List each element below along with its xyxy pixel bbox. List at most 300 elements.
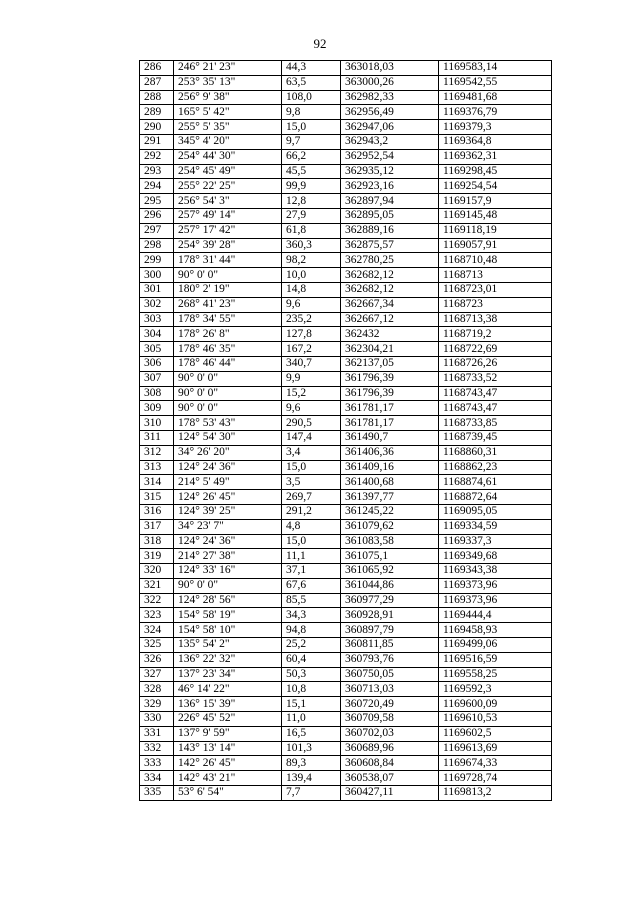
x-coordinate-cell: 360897,79 xyxy=(341,623,439,638)
table-row xyxy=(140,386,552,401)
length-cell: 360,3 xyxy=(282,238,341,253)
x-coordinate-cell: 361796,39 xyxy=(341,386,439,401)
point-number-cell: 292 xyxy=(140,149,174,164)
direction-angle-cell: 53° 6' 54" xyxy=(174,786,282,801)
x-coordinate-cell: 362923,16 xyxy=(341,179,439,194)
x-coordinate-cell: 361781,17 xyxy=(341,416,439,431)
point-number-cell: 308 xyxy=(140,386,174,401)
length-cell: 15,2 xyxy=(282,386,341,401)
length-cell: 9,9 xyxy=(282,371,341,386)
y-coordinate-cell: 1169057,91 xyxy=(439,238,552,253)
direction-angle-cell: 137° 9' 59" xyxy=(174,726,282,741)
y-coordinate-cell: 1169343,38 xyxy=(439,564,552,579)
direction-angle-cell: 136° 22' 32" xyxy=(174,652,282,667)
page-number: 92 xyxy=(313,36,327,51)
point-number-cell: 332 xyxy=(140,741,174,756)
length-cell: 291,2 xyxy=(282,504,341,519)
y-coordinate-cell: 1168713 xyxy=(439,268,552,283)
direction-angle-cell: 124° 26' 45" xyxy=(174,490,282,505)
table-row xyxy=(140,504,552,519)
y-coordinate-cell: 1168743,47 xyxy=(439,386,552,401)
table-row xyxy=(140,490,552,505)
x-coordinate-cell: 362304,21 xyxy=(341,342,439,357)
direction-angle-cell: 255° 5' 35" xyxy=(174,120,282,135)
y-coordinate-cell: 1169362,31 xyxy=(439,149,552,164)
length-cell: 89,3 xyxy=(282,756,341,771)
point-number-cell: 301 xyxy=(140,282,174,297)
x-coordinate-cell: 361079,62 xyxy=(341,519,439,534)
length-cell: 9,8 xyxy=(282,105,341,120)
direction-angle-cell: 135° 54' 2" xyxy=(174,638,282,653)
y-coordinate-cell: 1169458,93 xyxy=(439,623,552,638)
y-coordinate-cell: 1169610,53 xyxy=(439,712,552,727)
x-coordinate-cell: 360608,84 xyxy=(341,756,439,771)
length-cell: 108,0 xyxy=(282,90,341,105)
point-number-cell: 289 xyxy=(140,105,174,120)
x-coordinate-cell: 360750,05 xyxy=(341,667,439,682)
point-number-cell: 290 xyxy=(140,120,174,135)
x-coordinate-cell: 361409,16 xyxy=(341,460,439,475)
point-number-cell: 287 xyxy=(140,75,174,90)
y-coordinate-cell: 1168739,45 xyxy=(439,430,552,445)
x-coordinate-cell: 362667,12 xyxy=(341,312,439,327)
y-coordinate-cell: 1169600,09 xyxy=(439,697,552,712)
table-row xyxy=(140,534,552,549)
length-cell: 9,7 xyxy=(282,134,341,149)
y-coordinate-cell: 1169118,19 xyxy=(439,223,552,238)
point-number-cell: 296 xyxy=(140,208,174,223)
table-row xyxy=(140,623,552,638)
point-number-cell: 304 xyxy=(140,327,174,342)
y-coordinate-cell: 1169674,33 xyxy=(439,756,552,771)
x-coordinate-cell: 362935,12 xyxy=(341,164,439,179)
direction-angle-cell: 90° 0' 0" xyxy=(174,386,282,401)
direction-angle-cell: 90° 0' 0" xyxy=(174,401,282,416)
y-coordinate-cell: 1169499,06 xyxy=(439,638,552,653)
table-row xyxy=(140,75,552,90)
x-coordinate-cell: 360977,29 xyxy=(341,593,439,608)
y-coordinate-cell: 1169444,4 xyxy=(439,608,552,623)
x-coordinate-cell: 361400,68 xyxy=(341,475,439,490)
x-coordinate-cell: 362137,05 xyxy=(341,356,439,371)
length-cell: 85,5 xyxy=(282,593,341,608)
y-coordinate-cell: 1168710,48 xyxy=(439,253,552,268)
length-cell: 9,6 xyxy=(282,297,341,312)
table-row xyxy=(140,682,552,697)
table-row xyxy=(140,194,552,209)
table-row xyxy=(140,771,552,786)
length-cell: 9,6 xyxy=(282,401,341,416)
y-coordinate-cell: 1169364,8 xyxy=(439,134,552,149)
length-cell: 25,2 xyxy=(282,638,341,653)
point-number-cell: 316 xyxy=(140,504,174,519)
table-row xyxy=(140,105,552,120)
point-number-cell: 286 xyxy=(140,61,174,76)
table-row xyxy=(140,223,552,238)
direction-angle-cell: 178° 34' 55" xyxy=(174,312,282,327)
y-coordinate-cell: 1168723 xyxy=(439,297,552,312)
y-coordinate-cell: 1169813,2 xyxy=(439,786,552,801)
point-number-cell: 326 xyxy=(140,652,174,667)
length-cell: 50,3 xyxy=(282,667,341,682)
y-coordinate-cell: 1168860,31 xyxy=(439,445,552,460)
length-cell: 10,8 xyxy=(282,682,341,697)
direction-angle-cell: 178° 31' 44" xyxy=(174,253,282,268)
point-number-cell: 293 xyxy=(140,164,174,179)
y-coordinate-cell: 1169516,59 xyxy=(439,652,552,667)
y-coordinate-cell: 1169592,3 xyxy=(439,682,552,697)
table-row xyxy=(140,164,552,179)
point-number-cell: 327 xyxy=(140,667,174,682)
table-row xyxy=(140,134,552,149)
table-row xyxy=(140,120,552,135)
x-coordinate-cell: 360702,03 xyxy=(341,726,439,741)
direction-angle-cell: 142° 43' 21" xyxy=(174,771,282,786)
y-coordinate-cell: 1169373,96 xyxy=(439,593,552,608)
y-coordinate-cell: 1169373,96 xyxy=(439,578,552,593)
x-coordinate-cell: 361065,92 xyxy=(341,564,439,579)
length-cell: 167,2 xyxy=(282,342,341,357)
table-row xyxy=(140,460,552,475)
direction-angle-cell: 253° 35' 13" xyxy=(174,75,282,90)
point-number-cell: 300 xyxy=(140,268,174,283)
y-coordinate-cell: 1168743,47 xyxy=(439,401,552,416)
x-coordinate-cell: 362780,25 xyxy=(341,253,439,268)
point-number-cell: 329 xyxy=(140,697,174,712)
y-coordinate-cell: 1169602,5 xyxy=(439,726,552,741)
length-cell: 98,2 xyxy=(282,253,341,268)
table-row xyxy=(140,61,552,76)
x-coordinate-cell: 360793,76 xyxy=(341,652,439,667)
length-cell: 15,0 xyxy=(282,460,341,475)
x-coordinate-cell: 362956,49 xyxy=(341,105,439,120)
length-cell: 99,9 xyxy=(282,179,341,194)
direction-angle-cell: 180° 2' 19" xyxy=(174,282,282,297)
point-number-cell: 333 xyxy=(140,756,174,771)
x-coordinate-cell: 361406,36 xyxy=(341,445,439,460)
table-row xyxy=(140,519,552,534)
direction-angle-cell: 257° 49' 14" xyxy=(174,208,282,223)
y-coordinate-cell: 1168872,64 xyxy=(439,490,552,505)
point-number-cell: 321 xyxy=(140,578,174,593)
length-cell: 61,8 xyxy=(282,223,341,238)
direction-angle-cell: 254° 44' 30" xyxy=(174,149,282,164)
direction-angle-cell: 345° 4' 20" xyxy=(174,134,282,149)
table-row xyxy=(140,593,552,608)
table-row xyxy=(140,356,552,371)
x-coordinate-cell: 360709,58 xyxy=(341,712,439,727)
point-number-cell: 313 xyxy=(140,460,174,475)
length-cell: 235,2 xyxy=(282,312,341,327)
table-row xyxy=(140,564,552,579)
length-cell: 16,5 xyxy=(282,726,341,741)
direction-angle-cell: 214° 27' 38" xyxy=(174,549,282,564)
direction-angle-cell: 124° 24' 36" xyxy=(174,460,282,475)
y-coordinate-cell: 1168723,01 xyxy=(439,282,552,297)
point-number-cell: 307 xyxy=(140,371,174,386)
point-number-cell: 324 xyxy=(140,623,174,638)
length-cell: 147,4 xyxy=(282,430,341,445)
x-coordinate-cell: 360811,85 xyxy=(341,638,439,653)
table-row xyxy=(140,578,552,593)
direction-angle-cell: 154° 58' 10" xyxy=(174,623,282,638)
direction-angle-cell: 165° 5' 42" xyxy=(174,105,282,120)
point-number-cell: 298 xyxy=(140,238,174,253)
x-coordinate-cell: 361781,17 xyxy=(341,401,439,416)
direction-angle-cell: 136° 15' 39" xyxy=(174,697,282,712)
direction-angle-cell: 90° 0' 0" xyxy=(174,371,282,386)
point-number-cell: 299 xyxy=(140,253,174,268)
direction-angle-cell: 124° 39' 25" xyxy=(174,504,282,519)
direction-angle-cell: 254° 39' 28" xyxy=(174,238,282,253)
direction-angle-cell: 178° 46' 44" xyxy=(174,356,282,371)
length-cell: 66,2 xyxy=(282,149,341,164)
point-number-cell: 291 xyxy=(140,134,174,149)
length-cell: 94,8 xyxy=(282,623,341,638)
x-coordinate-cell: 362432 xyxy=(341,327,439,342)
length-cell: 63,5 xyxy=(282,75,341,90)
x-coordinate-cell: 361397,77 xyxy=(341,490,439,505)
length-cell: 15,0 xyxy=(282,120,341,135)
table-body xyxy=(140,61,552,801)
x-coordinate-cell: 361075,1 xyxy=(341,549,439,564)
length-cell: 127,8 xyxy=(282,327,341,342)
y-coordinate-cell: 1169728,74 xyxy=(439,771,552,786)
table-row xyxy=(140,327,552,342)
length-cell: 15,1 xyxy=(282,697,341,712)
y-coordinate-cell: 1169542,55 xyxy=(439,75,552,90)
x-coordinate-cell: 361044,86 xyxy=(341,578,439,593)
x-coordinate-cell: 362889,16 xyxy=(341,223,439,238)
table-row xyxy=(140,475,552,490)
point-number-cell: 323 xyxy=(140,608,174,623)
direction-angle-cell: 34° 23' 7" xyxy=(174,519,282,534)
direction-angle-cell: 257° 17' 42" xyxy=(174,223,282,238)
point-number-cell: 322 xyxy=(140,593,174,608)
y-coordinate-cell: 1169613,69 xyxy=(439,741,552,756)
length-cell: 12,8 xyxy=(282,194,341,209)
x-coordinate-cell: 362943,2 xyxy=(341,134,439,149)
table-row xyxy=(140,253,552,268)
point-number-cell: 319 xyxy=(140,549,174,564)
direction-angle-cell: 46° 14' 22" xyxy=(174,682,282,697)
point-number-cell: 328 xyxy=(140,682,174,697)
point-number-cell: 310 xyxy=(140,416,174,431)
x-coordinate-cell: 361490,7 xyxy=(341,430,439,445)
table-row xyxy=(140,90,552,105)
direction-angle-cell: 256° 9' 38" xyxy=(174,90,282,105)
direction-angle-cell: 137° 23' 34" xyxy=(174,667,282,682)
length-cell: 11,1 xyxy=(282,549,341,564)
table-row xyxy=(140,549,552,564)
point-number-cell: 330 xyxy=(140,712,174,727)
x-coordinate-cell: 362897,94 xyxy=(341,194,439,209)
x-coordinate-cell: 362982,33 xyxy=(341,90,439,105)
x-coordinate-cell: 361796,39 xyxy=(341,371,439,386)
y-coordinate-cell: 1168719,2 xyxy=(439,327,552,342)
point-number-cell: 311 xyxy=(140,430,174,445)
table-row xyxy=(140,282,552,297)
point-number-cell: 315 xyxy=(140,490,174,505)
x-coordinate-cell: 362952,54 xyxy=(341,149,439,164)
point-number-cell: 294 xyxy=(140,179,174,194)
table-row xyxy=(140,652,552,667)
y-coordinate-cell: 1169254,54 xyxy=(439,179,552,194)
y-coordinate-cell: 1169349,68 xyxy=(439,549,552,564)
point-number-cell: 318 xyxy=(140,534,174,549)
table-row xyxy=(140,741,552,756)
table-row xyxy=(140,149,552,164)
length-cell: 139,4 xyxy=(282,771,341,786)
y-coordinate-cell: 1169481,68 xyxy=(439,90,552,105)
table-row xyxy=(140,208,552,223)
direction-angle-cell: 246° 21' 23" xyxy=(174,61,282,76)
direction-angle-cell: 256° 54' 3" xyxy=(174,194,282,209)
x-coordinate-cell: 360928,91 xyxy=(341,608,439,623)
table-row xyxy=(140,608,552,623)
y-coordinate-cell: 1169298,45 xyxy=(439,164,552,179)
direction-angle-cell: 124° 24' 36" xyxy=(174,534,282,549)
length-cell: 37,1 xyxy=(282,564,341,579)
x-coordinate-cell: 360538,07 xyxy=(341,771,439,786)
length-cell: 340,7 xyxy=(282,356,341,371)
direction-angle-cell: 90° 0' 0" xyxy=(174,578,282,593)
length-cell: 269,7 xyxy=(282,490,341,505)
point-number-cell: 305 xyxy=(140,342,174,357)
y-coordinate-cell: 1169337,3 xyxy=(439,534,552,549)
length-cell: 60,4 xyxy=(282,652,341,667)
y-coordinate-cell: 1168722,69 xyxy=(439,342,552,357)
coordinates-table xyxy=(139,60,552,801)
table-row xyxy=(140,416,552,431)
point-number-cell: 306 xyxy=(140,356,174,371)
length-cell: 45,5 xyxy=(282,164,341,179)
point-number-cell: 335 xyxy=(140,786,174,801)
point-number-cell: 312 xyxy=(140,445,174,460)
point-number-cell: 320 xyxy=(140,564,174,579)
direction-angle-cell: 34° 26' 20" xyxy=(174,445,282,460)
direction-angle-cell: 214° 5' 49" xyxy=(174,475,282,490)
x-coordinate-cell: 363000,26 xyxy=(341,75,439,90)
direction-angle-cell: 90° 0' 0" xyxy=(174,268,282,283)
direction-angle-cell: 178° 46' 35" xyxy=(174,342,282,357)
x-coordinate-cell: 362682,12 xyxy=(341,268,439,283)
table-row xyxy=(140,712,552,727)
point-number-cell: 331 xyxy=(140,726,174,741)
y-coordinate-cell: 1169583,14 xyxy=(439,61,552,76)
y-coordinate-cell: 1169334,59 xyxy=(439,519,552,534)
length-cell: 67,6 xyxy=(282,578,341,593)
direction-angle-cell: 268° 41' 23" xyxy=(174,297,282,312)
x-coordinate-cell: 362667,34 xyxy=(341,297,439,312)
x-coordinate-cell: 360713,03 xyxy=(341,682,439,697)
table-row xyxy=(140,179,552,194)
point-number-cell: 295 xyxy=(140,194,174,209)
direction-angle-cell: 143° 13' 14" xyxy=(174,741,282,756)
y-coordinate-cell: 1169157,9 xyxy=(439,194,552,209)
table-row xyxy=(140,401,552,416)
length-cell: 11,0 xyxy=(282,712,341,727)
y-coordinate-cell: 1168862,23 xyxy=(439,460,552,475)
y-coordinate-cell: 1169095,05 xyxy=(439,504,552,519)
table-row xyxy=(140,756,552,771)
length-cell: 3,5 xyxy=(282,475,341,490)
table-row xyxy=(140,312,552,327)
length-cell: 34,3 xyxy=(282,608,341,623)
y-coordinate-cell: 1169145,48 xyxy=(439,208,552,223)
length-cell: 15,0 xyxy=(282,534,341,549)
x-coordinate-cell: 360427,11 xyxy=(341,786,439,801)
x-coordinate-cell: 362947,06 xyxy=(341,120,439,135)
point-number-cell: 302 xyxy=(140,297,174,312)
point-number-cell: 325 xyxy=(140,638,174,653)
table-row xyxy=(140,371,552,386)
direction-angle-cell: 178° 26' 8" xyxy=(174,327,282,342)
table-row xyxy=(140,268,552,283)
point-number-cell: 297 xyxy=(140,223,174,238)
x-coordinate-cell: 361245,22 xyxy=(341,504,439,519)
x-coordinate-cell: 360720,49 xyxy=(341,697,439,712)
length-cell: 10,0 xyxy=(282,268,341,283)
x-coordinate-cell: 361083,58 xyxy=(341,534,439,549)
x-coordinate-cell: 362682,12 xyxy=(341,282,439,297)
point-number-cell: 309 xyxy=(140,401,174,416)
table-row xyxy=(140,430,552,445)
table-row xyxy=(140,667,552,682)
point-number-cell: 288 xyxy=(140,90,174,105)
direction-angle-cell: 124° 54' 30" xyxy=(174,430,282,445)
direction-angle-cell: 124° 33' 16" xyxy=(174,564,282,579)
x-coordinate-cell: 363018,03 xyxy=(341,61,439,76)
length-cell: 3,4 xyxy=(282,445,341,460)
y-coordinate-cell: 1169376,79 xyxy=(439,105,552,120)
y-coordinate-cell: 1168733,52 xyxy=(439,371,552,386)
length-cell: 44,3 xyxy=(282,61,341,76)
direction-angle-cell: 226° 45' 52" xyxy=(174,712,282,727)
length-cell: 4,8 xyxy=(282,519,341,534)
x-coordinate-cell: 360689,96 xyxy=(341,741,439,756)
x-coordinate-cell: 362875,57 xyxy=(341,238,439,253)
table-row xyxy=(140,238,552,253)
y-coordinate-cell: 1168713,38 xyxy=(439,312,552,327)
table-row xyxy=(140,297,552,312)
direction-angle-cell: 254° 45' 49" xyxy=(174,164,282,179)
direction-angle-cell: 178° 53' 43" xyxy=(174,416,282,431)
y-coordinate-cell: 1168733,85 xyxy=(439,416,552,431)
table-row xyxy=(140,638,552,653)
point-number-cell: 334 xyxy=(140,771,174,786)
direction-angle-cell: 142° 26' 45" xyxy=(174,756,282,771)
length-cell: 7,7 xyxy=(282,786,341,801)
direction-angle-cell: 154° 58' 19" xyxy=(174,608,282,623)
y-coordinate-cell: 1169558,25 xyxy=(439,667,552,682)
y-coordinate-cell: 1169379,3 xyxy=(439,120,552,135)
length-cell: 101,3 xyxy=(282,741,341,756)
y-coordinate-cell: 1168874,61 xyxy=(439,475,552,490)
table-row xyxy=(140,445,552,460)
table-row xyxy=(140,786,552,801)
table-row xyxy=(140,726,552,741)
table-row xyxy=(140,342,552,357)
point-number-cell: 317 xyxy=(140,519,174,534)
point-number-cell: 314 xyxy=(140,475,174,490)
y-coordinate-cell: 1168726,26 xyxy=(439,356,552,371)
point-number-cell: 303 xyxy=(140,312,174,327)
length-cell: 27,9 xyxy=(282,208,341,223)
table-row xyxy=(140,697,552,712)
direction-angle-cell: 255° 22' 25" xyxy=(174,179,282,194)
x-coordinate-cell: 362895,05 xyxy=(341,208,439,223)
